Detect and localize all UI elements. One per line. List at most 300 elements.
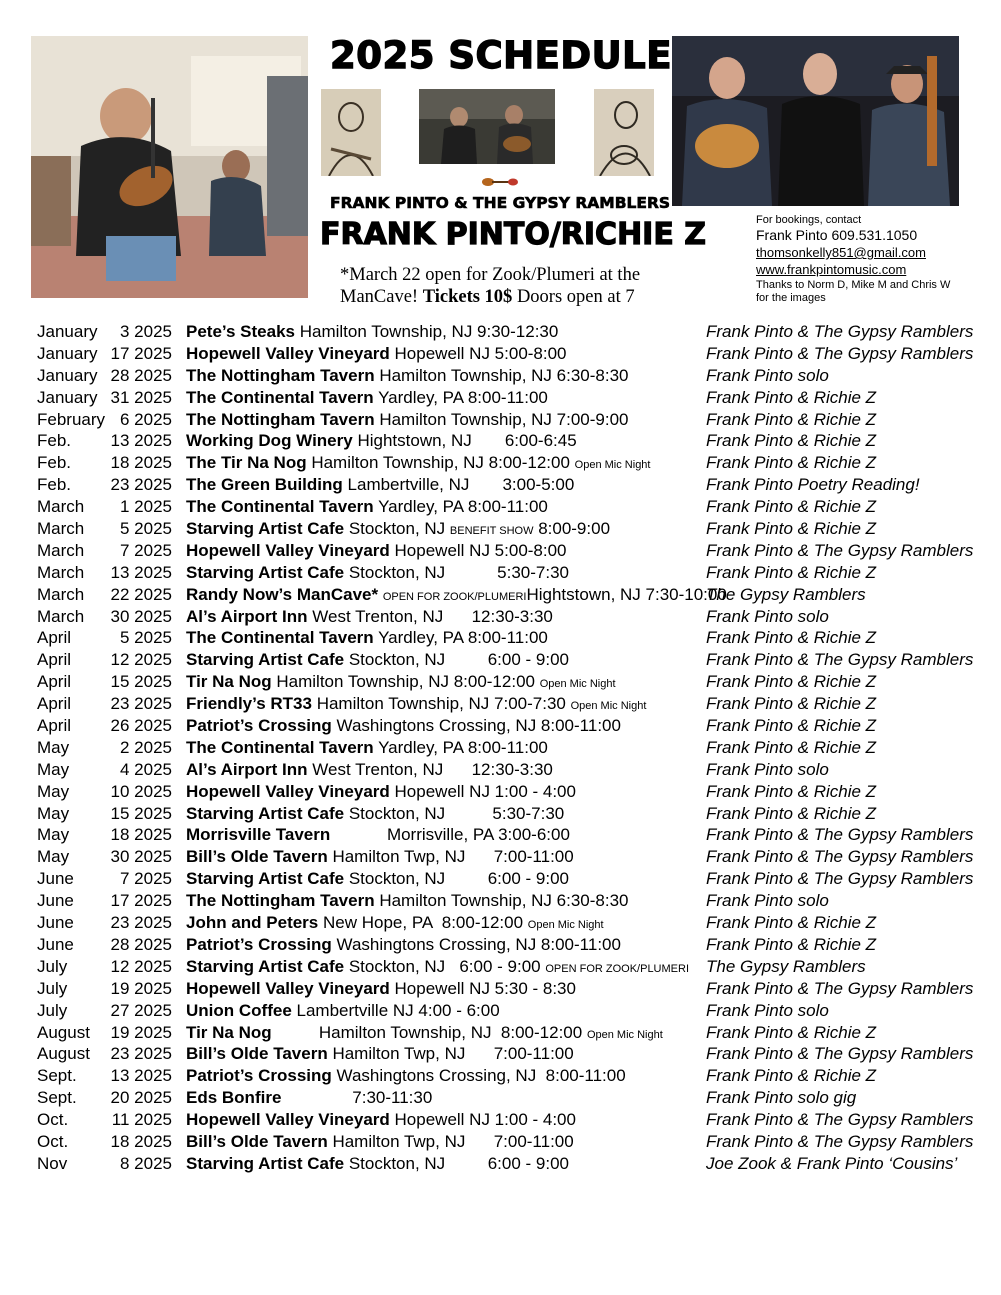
event-month: Feb. <box>37 453 72 473</box>
event-date: 19 2025 <box>110 1022 172 1042</box>
promo-line-2-end: Doors open at 7 <box>512 287 635 307</box>
schedule-row <box>0 518 1001 540</box>
event-venue: Union Coffee <box>186 1000 292 1020</box>
event-venue-line <box>186 563 569 583</box>
schedule-row <box>0 978 1001 1000</box>
event-location-time: Stockton, NJ <box>348 519 446 539</box>
event-location-time: Hamilton Twp, NJ 7:00-11:00 <box>332 1131 574 1151</box>
event-act: Frank Pinto solo <box>706 365 829 385</box>
event-location-time: West Trenton, NJ 12:30-3:30 <box>312 759 553 779</box>
event-date: 5 2025 <box>120 519 172 539</box>
event-act: Frank Pinto & Richie Z <box>706 934 877 954</box>
event-date: 1 2025 <box>120 497 172 517</box>
event-month: June <box>37 891 74 911</box>
event-date: 17 2025 <box>110 343 172 363</box>
schedule-row <box>0 430 1001 452</box>
event-venue: The Continental Tavern <box>186 737 374 757</box>
event-location-time: Hopewell NJ 1:00 - 4:00 <box>394 1110 576 1130</box>
schedule-row <box>0 321 1001 343</box>
event-venue: Starving Artist Cafe <box>186 869 345 889</box>
photo-credits: Thanks to Norm D, Mike M and Chris W for the images <box>756 279 951 304</box>
performer-at-mic-photo <box>31 36 308 298</box>
event-date: 5 2025 <box>120 628 172 648</box>
event-location-time: Washingtons Crossing, NJ 8:00-11:00 <box>336 1066 626 1086</box>
event-act: The Gypsy Ramblers <box>706 956 866 976</box>
promo-tickets: Tickets 10$ <box>422 287 513 307</box>
event-venue-line <box>186 935 621 955</box>
event-month: April <box>37 694 72 714</box>
event-date: 18 2025 <box>110 1131 172 1151</box>
schedule-row <box>0 715 1001 737</box>
event-venue: Starving Artist Cafe <box>186 519 345 539</box>
event-date: 23 2025 <box>110 1044 172 1064</box>
event-venue: Hopewell Valley Vineyard <box>186 540 390 560</box>
event-act: Frank Pinto & The Gypsy Ramblers <box>706 1044 974 1064</box>
schedule-row <box>0 1153 1001 1175</box>
event-location-time: Hamilton Township, NJ 8:00-12:00 <box>276 1022 583 1042</box>
event-date: 12 2025 <box>110 650 172 670</box>
event-act: Joe Zook & Frank Pinto ‘Cousins’ <box>706 1153 958 1173</box>
event-act: Frank Pinto & Richie Z <box>706 781 877 801</box>
event-venue-line <box>186 453 650 473</box>
event-month: May <box>37 803 70 823</box>
event-note: BENEFIT SHOW <box>449 525 534 538</box>
event-act: Frank Pinto & Richie Z <box>706 387 877 407</box>
event-venue: The Continental Tavern <box>186 387 374 407</box>
event-date: 13 2025 <box>110 431 172 451</box>
event-month: May <box>37 825 70 845</box>
event-date: 22 2025 <box>110 584 172 604</box>
event-note: OPEN FOR ZOOK/PLUMERI <box>545 962 690 975</box>
event-venue-line <box>186 891 628 911</box>
schedule-row <box>0 671 1001 693</box>
schedule-row <box>0 759 1001 781</box>
event-venue-line <box>186 519 610 539</box>
event-act: Frank Pinto & Richie Z <box>706 913 877 933</box>
event-location-time: Stockton, NJ 5:30-7:30 <box>348 803 565 823</box>
event-location-time: Stockton, NJ 5:30-7:30 <box>348 562 569 582</box>
schedule-row <box>0 1087 1001 1109</box>
event-date: 17 2025 <box>110 891 172 911</box>
schedule-row <box>0 781 1001 803</box>
event-act: Frank Pinto solo <box>706 891 829 911</box>
event-location-time: Hamilton Township, NJ 8:00-12:00 <box>276 672 535 692</box>
event-venue-line <box>186 913 604 933</box>
page-title: 2025 SCHEDULE <box>330 34 673 77</box>
event-venue-line <box>186 1044 574 1064</box>
event-act: Frank Pinto & The Gypsy Ramblers <box>706 1131 974 1151</box>
event-date: 15 2025 <box>110 672 172 692</box>
event-month: May <box>37 737 70 757</box>
schedule-row <box>0 693 1001 715</box>
event-month: March <box>37 562 85 582</box>
event-venue-line <box>186 1001 500 1021</box>
event-month: Sept. <box>37 1088 77 1108</box>
event-act: Frank Pinto & Richie Z <box>706 694 877 714</box>
event-act: Frank Pinto & The Gypsy Ramblers <box>706 322 974 341</box>
event-venue-line <box>186 979 576 999</box>
event-date: 23 2025 <box>110 475 172 495</box>
event-venue: Bill’s Olde Tavern <box>186 1044 328 1064</box>
schedule-row <box>0 562 1001 584</box>
trio-band-photo <box>672 36 959 206</box>
event-location-time: Hamilton Township, NJ 7:00-9:00 <box>379 409 629 429</box>
promo-notice <box>340 264 710 308</box>
event-month: June <box>37 869 74 889</box>
event-location-time: Morrisville, PA 3:00-6:00 <box>334 825 570 845</box>
event-act: Frank Pinto & The Gypsy Ramblers <box>706 869 974 889</box>
schedule-row <box>0 343 1001 365</box>
schedule-row <box>0 956 1001 978</box>
event-date: 2 2025 <box>120 737 172 757</box>
schedule-row <box>0 365 1001 387</box>
event-venue: Bill’s Olde Tavern <box>186 847 328 867</box>
event-venue-line <box>186 1154 569 1174</box>
event-act: Frank Pinto & The Gypsy Ramblers <box>706 825 974 845</box>
event-act: Frank Pinto & Richie Z <box>706 562 877 582</box>
event-venue-line <box>186 497 548 517</box>
event-month: March <box>37 519 85 539</box>
event-date: 7 2025 <box>120 540 172 560</box>
event-location-time: Yardley, PA 8:00-11:00 <box>378 497 548 517</box>
event-venue: Hopewell Valley Vineyard <box>186 781 390 801</box>
event-location-time: Hopewell NJ 1:00 - 4:00 <box>394 781 576 801</box>
event-venue-line <box>186 431 577 451</box>
event-act: Frank Pinto & The Gypsy Ramblers <box>706 847 974 867</box>
event-location-time: Stockton, NJ 6:00 - 9:00 <box>348 956 541 976</box>
event-month: April <box>37 650 72 670</box>
event-location-time: Hamilton Township, NJ 6:30-8:30 <box>379 365 629 385</box>
event-venue: John and Peters <box>186 913 319 933</box>
event-venue-line <box>186 847 574 867</box>
event-venue: Starving Artist Cafe <box>186 956 345 976</box>
band-name-small: FRANK PINTO & THE GYPSY RAMBLERS <box>330 194 671 212</box>
schedule-row <box>0 1022 1001 1044</box>
event-act: Frank Pinto & Richie Z <box>706 431 877 451</box>
event-date: 4 2025 <box>120 759 172 779</box>
event-month: April <box>37 716 72 736</box>
event-venue-line <box>186 628 548 648</box>
event-act: Frank Pinto & Richie Z <box>706 519 877 539</box>
event-venue: Starving Artist Cafe <box>186 803 345 823</box>
event-month: May <box>37 781 70 801</box>
event-venue-line <box>186 410 628 430</box>
event-date: 18 2025 <box>110 825 172 845</box>
promo-line-2-start: ManCave! <box>340 287 423 307</box>
event-month: Sept. <box>37 1066 77 1086</box>
event-act: Frank Pinto & Richie Z <box>706 1022 877 1042</box>
event-month: March <box>37 584 85 604</box>
event-location-time: Lambertville NJ 4:00 - 6:00 <box>296 1000 500 1020</box>
event-venue-line <box>186 782 576 802</box>
event-venue: The Green Building <box>186 475 343 495</box>
event-date: 30 2025 <box>110 606 172 626</box>
event-date: 31 2025 <box>110 387 172 407</box>
event-venue: Friendly’s RT33 <box>186 694 312 714</box>
event-venue: Tir Na Nog <box>186 1022 272 1042</box>
event-month: Nov <box>37 1153 68 1173</box>
schedule-row <box>0 496 1001 518</box>
schedule-row <box>0 1109 1001 1131</box>
schedule-row <box>0 890 1001 912</box>
contact-website-link[interactable]: www.frankpintomusic.com <box>756 262 907 277</box>
event-date: 6 2025 <box>120 409 172 429</box>
event-venue: Al’s Airport Inn <box>186 759 308 779</box>
schedule-row <box>0 540 1001 562</box>
schedule-row <box>0 584 1001 606</box>
event-date: 23 2025 <box>110 913 172 933</box>
event-month: January <box>37 343 98 363</box>
event-act: Frank Pinto solo gig <box>706 1088 857 1108</box>
event-date: 27 2025 <box>110 1000 172 1020</box>
event-note: Open Mic Night <box>527 919 604 932</box>
event-venue-line <box>186 1132 574 1152</box>
band-name-large: FRANK PINTO/RICHIE Z <box>320 217 707 252</box>
event-month: January <box>37 322 98 341</box>
event-date: 11 2025 <box>111 1110 172 1130</box>
event-venue-line <box>186 1066 626 1086</box>
event-venue: Morrisville Tavern <box>186 825 331 845</box>
event-location-time: Hightstown, NJ 6:00-6:45 <box>357 431 577 451</box>
schedule-row <box>0 649 1001 671</box>
contact-name-phone: Frank Pinto 609.531.1050 <box>756 227 918 243</box>
event-venue: Patriot’s Crossing <box>186 716 332 736</box>
schedule-row <box>0 1065 1001 1087</box>
event-act: Frank Pinto & Richie Z <box>706 672 877 692</box>
event-venue: Al’s Airport Inn <box>186 606 308 626</box>
event-act: Frank Pinto & Richie Z <box>706 716 877 736</box>
promo-line-2 <box>340 286 710 308</box>
event-date: 18 2025 <box>110 453 172 473</box>
event-month: August <box>37 1022 90 1042</box>
event-location-time: New Hope, PA 8:00-12:00 <box>323 913 524 933</box>
event-venue-line <box>186 825 570 845</box>
event-month: July <box>37 1000 68 1020</box>
event-date: 12 2025 <box>110 956 172 976</box>
event-location-time: Yardley, PA 8:00-11:00 <box>378 628 548 648</box>
event-note: OPEN FOR ZOOK/PLUMERI <box>382 590 527 603</box>
event-location-time: Stockton, NJ 6:00 - 9:00 <box>348 869 569 889</box>
event-date: 30 2025 <box>110 847 172 867</box>
event-act: Frank Pinto & Richie Z <box>706 737 877 757</box>
event-location-time: Hopewell NJ 5:00-8:00 <box>394 343 567 363</box>
event-venue-line <box>186 366 628 386</box>
contact-intro: For bookings, contact <box>756 214 862 226</box>
event-venue-line <box>186 344 567 364</box>
event-act: Frank Pinto & The Gypsy Ramblers <box>706 978 974 998</box>
event-venue-line <box>186 388 548 408</box>
event-venue: Starving Artist Cafe <box>186 562 345 582</box>
event-date: 20 2025 <box>110 1088 172 1108</box>
event-venue: The Continental Tavern <box>186 628 374 648</box>
schedule-list <box>0 321 1001 1175</box>
event-month: April <box>37 628 72 648</box>
event-venue: The Continental Tavern <box>186 497 374 517</box>
event-location-time: Hopewell NJ 5:30 - 8:30 <box>394 978 576 998</box>
event-date: 28 2025 <box>110 365 172 385</box>
event-date: 3 2025 <box>120 322 172 341</box>
event-month: March <box>37 497 85 517</box>
event-location-time: West Trenton, NJ 12:30-3:30 <box>312 606 553 626</box>
event-venue: Starving Artist Cafe <box>186 650 345 670</box>
event-month: May <box>37 847 70 867</box>
contact-email-link[interactable]: thomsonkelly851@gmail.com <box>756 245 926 260</box>
event-venue-line <box>186 322 558 342</box>
event-act: The Gypsy Ramblers <box>706 584 866 604</box>
event-date: 19 2025 <box>110 978 172 998</box>
event-month: June <box>37 913 74 933</box>
event-venue: Randy Now’s ManCave* <box>186 584 379 604</box>
event-location-time: Washingtons Crossing, NJ 8:00-11:00 <box>336 934 621 954</box>
event-location-time: Hamilton Township, NJ 8:00-12:00 <box>311 453 570 473</box>
schedule-row <box>0 912 1001 934</box>
event-note: Open Mic Night <box>539 678 616 691</box>
event-month: April <box>37 672 72 692</box>
schedule-row <box>0 387 1001 409</box>
event-date: 13 2025 <box>110 1066 172 1086</box>
schedule-row <box>0 868 1001 890</box>
event-date: 10 2025 <box>110 781 172 801</box>
event-month: June <box>37 934 74 954</box>
event-venue-line <box>186 475 574 495</box>
event-note: Open Mic Night <box>570 700 647 713</box>
event-date: 8 2025 <box>120 1153 172 1173</box>
event-venue: Hopewell Valley Vineyard <box>186 1110 390 1130</box>
event-act: Frank Pinto solo <box>706 606 829 626</box>
event-month: Feb. <box>37 475 72 495</box>
event-venue: Hopewell Valley Vineyard <box>186 978 390 998</box>
event-location-time: Stockton, NJ 6:00 - 9:00 <box>348 1153 569 1173</box>
event-location-time: Hamilton Township, NJ 7:00-7:30 <box>316 694 566 714</box>
event-venue: Patriot’s Crossing <box>186 1066 332 1086</box>
schedule-row <box>0 803 1001 825</box>
event-date: 26 2025 <box>110 716 172 736</box>
event-venue-line <box>186 607 553 627</box>
schedule-row <box>0 606 1001 628</box>
event-act: Frank Pinto solo <box>706 759 829 779</box>
schedule-row <box>0 846 1001 868</box>
event-location-time: Washingtons Crossing, NJ 8:00-11:00 <box>336 716 621 736</box>
event-month: Oct. <box>37 1110 69 1130</box>
event-act: Frank Pinto Poetry Reading! <box>706 475 920 495</box>
schedule-row <box>0 824 1001 846</box>
guitarist-sketch <box>594 89 654 176</box>
event-location-time: Hamilton Twp, NJ 7:00-11:00 <box>332 847 574 867</box>
event-venue: Patriot’s Crossing <box>186 934 332 954</box>
event-venue: Working Dog Winery <box>186 431 353 451</box>
event-venue-line <box>186 694 646 714</box>
event-act: Frank Pinto & Richie Z <box>706 628 877 648</box>
event-extra-time: 8:00-9:00 <box>538 519 611 539</box>
event-date: 7 2025 <box>120 869 172 889</box>
event-venue: Pete’s Steaks <box>186 322 295 341</box>
event-month: March <box>37 540 85 560</box>
event-location-time: 7:30-11:30 <box>286 1088 433 1108</box>
event-date: 23 2025 <box>110 694 172 714</box>
event-venue-line <box>186 585 727 605</box>
event-month: Feb. <box>37 431 72 451</box>
event-venue: Eds Bonfire <box>186 1088 282 1108</box>
event-extra-time: Hightstown, NJ 7:30-10:00 <box>526 584 727 604</box>
event-venue-line <box>186 716 621 736</box>
schedule-row <box>0 1000 1001 1022</box>
schedule-row <box>0 452 1001 474</box>
event-act: Frank Pinto & Richie Z <box>706 1066 877 1086</box>
event-date: 28 2025 <box>110 934 172 954</box>
event-location-time: Yardley, PA 8:00-11:00 <box>378 387 548 407</box>
schedule-row <box>0 1131 1001 1153</box>
duo-playing-photo <box>419 89 555 164</box>
schedule-row <box>0 627 1001 649</box>
booking-contact <box>756 214 966 305</box>
event-date: 13 2025 <box>110 562 172 582</box>
event-venue-line <box>186 804 564 824</box>
event-act: Frank Pinto & Richie Z <box>706 409 877 429</box>
event-location-time: Yardley, PA 8:00-11:00 <box>378 737 548 757</box>
event-location-time: Hamilton Township, NJ 6:30-8:30 <box>379 891 629 911</box>
event-act: Frank Pinto & Richie Z <box>706 803 877 823</box>
event-venue-line <box>186 1023 663 1043</box>
event-venue: Bill’s Olde Tavern <box>186 1131 328 1151</box>
event-venue-line <box>186 760 553 780</box>
event-venue-line <box>186 957 689 977</box>
event-venue-line <box>186 738 548 758</box>
event-note: Open Mic Night <box>574 459 651 472</box>
schedule-row <box>0 474 1001 496</box>
event-venue-line <box>186 650 569 670</box>
event-month: July <box>37 956 68 976</box>
event-month: Oct. <box>37 1131 69 1151</box>
event-act: Frank Pinto & Richie Z <box>706 453 877 473</box>
event-venue-line <box>186 672 616 692</box>
singer-sketch <box>321 89 381 176</box>
event-location-time: Hamilton Twp, NJ 7:00-11:00 <box>332 1044 574 1064</box>
promo-line-1: *March 22 open for Zook/Plumeri at the <box>340 265 641 285</box>
event-venue: The Nottingham Tavern <box>186 365 375 385</box>
event-act: Frank Pinto & The Gypsy Ramblers <box>706 650 974 670</box>
event-act: Frank Pinto & Richie Z <box>706 497 877 517</box>
event-location-time: Hopewell NJ 5:00-8:00 <box>394 540 567 560</box>
event-month: February <box>37 409 106 429</box>
schedule-row <box>0 737 1001 759</box>
event-location-time: Lambertville, NJ 3:00-5:00 <box>347 475 575 495</box>
event-date: 15 2025 <box>110 803 172 823</box>
event-location-time: Stockton, NJ 6:00 - 9:00 <box>348 650 569 670</box>
event-month: January <box>37 387 98 407</box>
event-location-time: Hamilton Township, NJ 9:30-12:30 <box>299 322 559 341</box>
event-act: Frank Pinto & The Gypsy Ramblers <box>706 540 974 560</box>
event-venue: The Tir Na Nog <box>186 453 307 473</box>
guitar-icon <box>480 176 520 188</box>
event-venue-line <box>186 869 569 889</box>
event-venue: The Nottingham Tavern <box>186 409 375 429</box>
event-venue: Tir Na Nog <box>186 672 272 692</box>
event-month: March <box>37 606 85 626</box>
event-month: August <box>37 1044 90 1064</box>
event-venue: The Nottingham Tavern <box>186 891 375 911</box>
event-venue: Hopewell Valley Vineyard <box>186 343 390 363</box>
event-act: Frank Pinto & The Gypsy Ramblers <box>706 343 974 363</box>
event-venue-line <box>186 1088 432 1108</box>
event-month: January <box>37 365 98 385</box>
event-venue-line <box>186 541 567 561</box>
event-act: Frank Pinto solo <box>706 1000 829 1020</box>
schedule-row <box>0 1043 1001 1065</box>
event-month: May <box>37 759 70 779</box>
event-month: July <box>37 978 68 998</box>
event-venue-line <box>186 1110 576 1130</box>
event-venue: Starving Artist Cafe <box>186 1153 345 1173</box>
